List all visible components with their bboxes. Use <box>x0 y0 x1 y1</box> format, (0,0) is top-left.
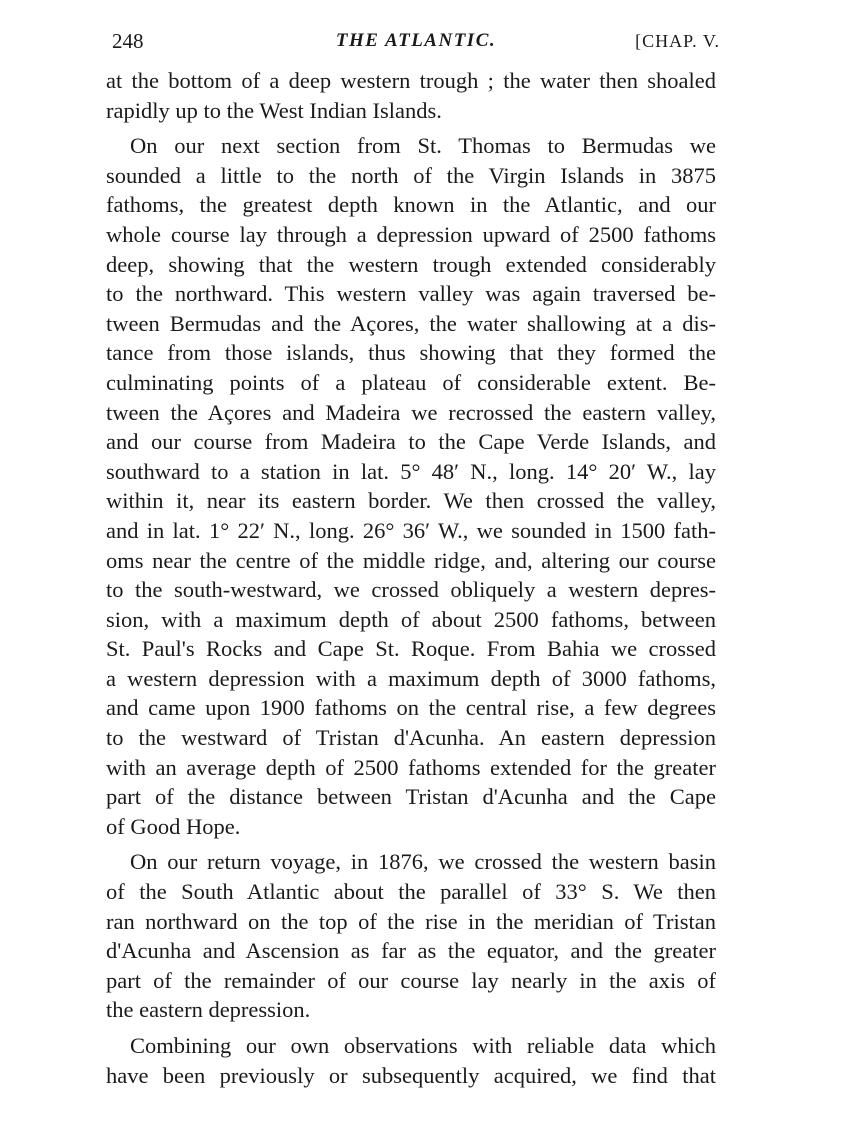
running-title: THE ATLANTIC. <box>335 30 497 51</box>
text-line: part of the remainder of our course lay nearly in the axis of <box>106 967 716 993</box>
text-line: within it, near its eastern border. We then crossed the valley, <box>106 488 716 514</box>
text-line: d'Acunha and Ascension as far as the equator, and the greater <box>106 938 716 964</box>
text-line: tance from those islands, thus showing that they formed the <box>106 340 716 366</box>
text-line: have been previously or subsequently acquired, we find that <box>106 1062 716 1088</box>
body-text <box>106 66 716 1090</box>
text-line: and our course from Madeira to the Cape Verde Islands, and <box>106 429 716 455</box>
text-line: On our next section from St. Thomas to Bermudas we <box>130 133 716 159</box>
text-line: sounded a little to the north of the Virgin Islands in 3875 <box>106 162 716 188</box>
paragraph <box>106 131 716 841</box>
text-line: southward to a station in lat. 5° 48′ N., long. 14° 20′ W., lay <box>106 458 716 484</box>
text-line: St. Paul's Rocks and Cape St. Roque. From Bahia we crossed <box>106 636 716 662</box>
text-line: and came upon 1900 fathoms on the central rise, a few degrees <box>106 695 716 721</box>
text-line: ran northward on the top of the rise in the meridian of Tristan <box>106 908 716 934</box>
paragraph <box>106 66 716 125</box>
text-line: to the westward of Tristan d'Acunha. An eastern depression <box>106 725 716 751</box>
text-line: and in lat. 1° 22′ N., long. 26° 36′ W., we sounded in 1500 fath- <box>106 517 716 543</box>
page-number: 248 <box>112 29 144 53</box>
text-line: part of the distance between Tristan d'Acunha and the Cape <box>106 784 716 810</box>
text-line: deep, showing that the western trough extended considerably <box>106 251 716 277</box>
text-line: Combining our own observations with reliable data which <box>130 1033 716 1058</box>
paragraph <box>106 1031 716 1090</box>
text-line: to the south-westward, we crossed obliquely a western depres- <box>106 577 716 603</box>
text-line: fathoms, the greatest depth known in the Atlantic, and our <box>106 192 716 218</box>
text-line: oms near the centre of the middle ridge, and, altering our course <box>106 547 716 573</box>
text-line: of the South Atlantic about the parallel of 33° S. We then <box>106 879 716 905</box>
text-line: a western depression with a maximum depth of 3000 fathoms, <box>106 665 716 691</box>
running-head <box>112 26 720 56</box>
chapter-reference: [CHAP. V. <box>635 31 720 51</box>
text-line: culminating points of a plateau of considerable extent. Be- <box>106 369 716 395</box>
text-line: to the northward. This western valley was again traversed be- <box>106 281 716 307</box>
text-line: sion, with a maximum depth of about 2500 fathoms, between <box>106 606 716 632</box>
text-line: On our return voyage, in 1876, we crossed the western basin <box>130 849 716 875</box>
text-line: rapidly up to the West Indian Islands. <box>106 97 442 123</box>
text-line: at the bottom of a deep western trough ; the water then shoaled <box>106 68 716 93</box>
text-line: the eastern depression. <box>106 997 311 1023</box>
text-line: tween the Açores and Madeira we recrossed the eastern valley, <box>106 399 716 425</box>
text-line: tween Bermudas and the Açores, the water shallowing at a dis- <box>106 310 716 336</box>
text-line: whole course lay through a depression upward of 2500 fathoms <box>106 221 716 247</box>
paragraph <box>106 847 716 1025</box>
text-line: of Good Hope. <box>106 813 241 839</box>
text-line: with an average depth of 2500 fathoms extended for the greater <box>106 754 716 780</box>
